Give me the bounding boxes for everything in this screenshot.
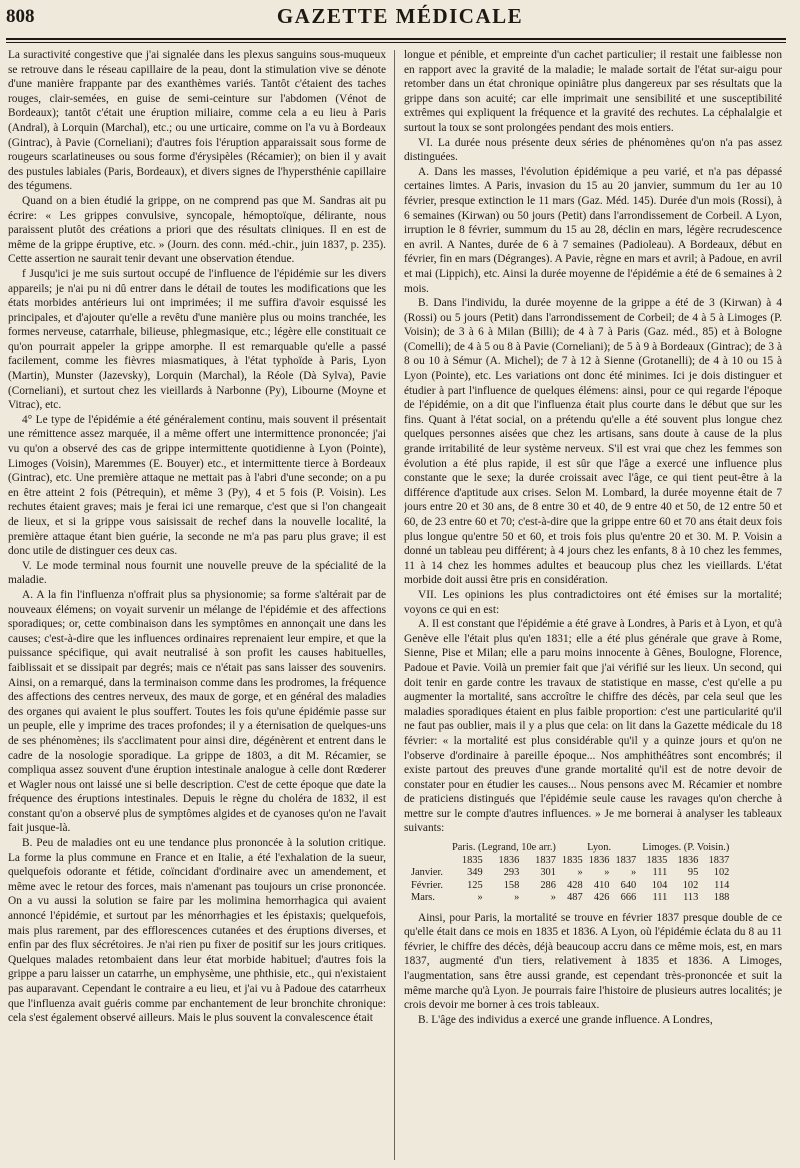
table-cell: 111	[652, 867, 668, 879]
table-cell: 188	[713, 892, 730, 904]
paragraph: B. L'âge des individus a exercé une grande influence. A Londres,	[418, 1013, 713, 1026]
table-cell: 102	[713, 867, 730, 879]
year-cell: 1836	[588, 854, 610, 866]
table-cell: »	[604, 867, 610, 879]
year-cell: 1837	[708, 854, 730, 866]
table-cell: »	[631, 867, 637, 879]
table-cell: 102	[682, 879, 699, 891]
table-cell: 487	[567, 892, 583, 904]
table-group-header	[408, 842, 732, 855]
row-label: Février.	[411, 879, 444, 891]
year-cell: 1836	[677, 854, 699, 866]
table-cell: 286	[540, 879, 556, 891]
page-number: 808	[6, 6, 35, 27]
table-cell: »	[577, 867, 583, 879]
table-cell: 113	[683, 892, 699, 904]
paragraph: B. Dans l'individu, la durée moyenne de la grippe a été de 3 (Kirwan) à 4 (Rossi) ou 5 jours (Petit) dans l'arrondissement de Corbeil; de 4 à 5 à Limoges (P. Voisin); de 3 à 6 à Milan (Billi); de 4 à 7 à Paris (Gaz. méd., 85) et à Bologne (Comelli); de 4 à 5 ou 8 à Pavie (Corneliani); de 5 à 9 à Bordeaux (Gintrac); de 3 à 8 ou 10 à Sémur (A. Michel); de 7 à 12 à Sienne (Grotanelli); de 4 à 10 ou 15 à Lyon (Pointe), etc. Les variations ont donc été minimes. Ici je dois distinguer et étudier à part l'influence de quelques élémens: ainsi, pour ce qui regarde l'époque de l'épidémie, on a dit que l'influenza était plus courte dans le début que sur les fins. Quant à l'état social, on a prétendu qu'elle a été souvent plus longue chez quelques personnes aisées que chez les artisans, sans doute à cause de la plus grande irritabilité de leur système nerveux. S'il est vrai que chez les femmes son évolution a été plus rapide, il est sûr que l'âge a exercé une influence plus constante que le sexe; la durée croissait avec l'âge, ce qui tient peut-être à la différence d'aptitude aux crises. Selon M. Lombard, la durée moyenne était de 7 jours entre 20 et 30 ans, de 8 entre 30 et 40, de 9 entre 40 et 50, de 12 entre 50 et 60, de 23 entre 60 et 70; c'est-à-dire que la grippe entre 60 et 70 ans était deux fois plus longue qu'entre 50 et 60, et trois fois plus qu'entre 20 et 30. M. P. Voisin a donné un tableau peu différent; à 4 jours chez les enfants, 8 à 10 chez les femmes, 11 à 14 chez les hommes adultes et beaucoup plus chez les vieillards. L'état morbide doit aussi être pris en considération.	[404, 297, 782, 587]
table-cell: 666	[620, 892, 637, 904]
paragraph: Quand on a bien étudié la grippe, on ne comprend pas que M. Sandras ait pu écrire: « Les grippes convulsive, syncopale, hémoptoïque, délirante, nous paraissent plutôt des créations a priori que des résultats cliniques. Il en est de même de la grippe éruptive, etc. » (Journ. des conn. méd.-chir., juin 1837, p. 235). Cette assertion ne saurait tenir devant une observation étendue.	[8, 194, 386, 266]
group-limoges: Limoges. (P. Voisin.)	[642, 842, 730, 854]
year-cell: 1835	[461, 854, 483, 866]
table-cell: 428	[567, 879, 583, 891]
table-row	[408, 892, 732, 905]
paragraph: A. Il est constant que l'épidémie a été grave à Londres, à Paris et à Lyon, et qu'à Genève elle l'était plus qu'en 1831; elle a été plus générale que grave à Rome, Sienne, Pise et Milan; elle a paru moins innocente à Gênes, Boulogne, Florence, Padoue et Pavie. Voilà un premier fait que j'ai vérifié sur les lieux. Un second, qui doit tenir en garde contre les travaux de statistique en masse, c'est qu'elle a pu augmenter la mortalité, sans accroître le chiffre des décès, par cela seul que les maladies sporadiques étaient en plus faible proportion: c'est une particularité qu'il ne faut pas oublier, mais il y a plus que cela: on lit dans la Gazette médicale du 18 février: « la mortalité est plus considérable qu'il y a quinze jours et qu'on ne l'observe d'ordinaire à pareille époque... Nos amphithéâtres sont encombrés; il existe partout des preuves d'une grande mortalité qu'il est de notre devoir de constater pour en étudier les causes... Nous pensons avec M. Récamier et nombre de praticiens distingués que l'épidémie seule cause les ravages qu'on cherche à mettre sur le compte d'autres influences. » Je me bornerai à analyser les tableaux suivants:	[404, 618, 782, 835]
paragraph: A. Dans les masses, l'évolution épidémique a peu varié, et n'a pas dépassé certaines limtes. A Paris, invasion du 15 au 20 janvier, summum du 1er au 10 février, presque extinction le 11 mars (Gaz. Méd. 145). Durée d'un mois (Rossi), à 6 semaines (Kirwan) ou 50 jours (Petit) dans l'arrondissement de Corbeil. A Lyon, irruption le 8 février, summum du 15 au 28, déclin en mars, légère recrudescence en avril. A Nantes, durée de 6 à 7 semaines (Padioleau). A Bordeaux, début en février, fin en mars (Dégranges). A Pavie, règne en mars et avril; à Padoue, en avril et mai (Lippich), etc. Ainsi la durée moyenne de l'épidémie a été de 6 semaines à 2 mois.	[404, 165, 782, 295]
table-cell: 410	[593, 879, 610, 891]
journal-title: GAZETTE MÉDICALE	[276, 4, 524, 28]
table-cell: 104	[651, 879, 668, 891]
table-cell: 301	[540, 867, 556, 879]
row-label: Janvier.	[411, 867, 444, 879]
year-cell: 1835	[561, 854, 583, 866]
table-cell: 640	[620, 879, 637, 891]
table-cell: 111	[652, 892, 668, 904]
table-row	[408, 880, 732, 893]
table-cell: 114	[714, 879, 730, 891]
column-divider	[394, 50, 395, 1160]
year-cell: 1837	[615, 854, 637, 866]
header-rule-thin	[6, 42, 786, 43]
paragraph: VI. La durée nous présente deux séries de phénomènes qu'on n'a pas assez distinguées.	[404, 136, 782, 164]
table-cell: »	[514, 892, 520, 904]
mortality-table	[408, 842, 732, 905]
year-cell: 1837	[535, 854, 556, 866]
group-lyon: Lyon.	[587, 842, 612, 854]
table-cell: »	[477, 892, 483, 904]
paragraph: VII. Les opinions les plus contradictoires ont été émises sur la mortalité; voyons ce qui en est:	[404, 588, 782, 616]
year-cell: 1836	[498, 854, 520, 866]
table-cell: 125	[467, 879, 483, 891]
table-cell: 158	[503, 879, 520, 891]
left-column	[8, 48, 386, 1160]
paragraph: V. Le mode terminal nous fournit une nouvelle preuve de la spécialité de la maladie.	[8, 559, 386, 587]
right-column	[404, 48, 782, 1160]
page-header	[6, 2, 794, 36]
header-rule	[6, 38, 786, 40]
paragraph: Ainsi, pour Paris, la mortalité se trouve en février 1837 presque double de ce qu'elle était dans ce mois en 1835 et 1836. A Lyon, où l'épidémie éclata du 8 au 11 février, le chiffre des décès, déjà beaucoup accru dans ce même mois, est, en mars 1837, augmenté d'un tiers, relativement à 1835 et 1836. A Limoges, l'augmentation, sans être aussi grande, est cependant très-prononcée et suit la même marche qu'à Lyon. Je pourrais faire l'histoire de plusieurs autres localités; je crois devoir me borner à ces trois tableaux.	[404, 911, 782, 1012]
table-cell: 349	[467, 867, 483, 879]
paragraph: longue et pénible, et empreinte d'un cachet particulier; il restait une faiblesse non en rapport avec la gravité de la maladie; le malade sortait de l'état sur-aigu pour retomber dans un état chronique opiniâtre plus dangereux par ses résultats que la grippe dans son acuité; car elle imprimait une sensibilité et une susceptibilité extrêmes qui expliquent la fréquence et la gravité des rechutes. La céphalalgie et surtout la toux se sont prolongées pendant des mois entiers.	[404, 49, 782, 134]
paragraph: 4° Le type de l'épidémie a été généralement continu, mais souvent il présentait une rémittence assez marquée, il a même offert une intermittence prononcée; j'ai vu qu'on a observé des cas de grippe intermittente quotidienne à Lyon (Pointe), Limoges (Voisin), Maremmes (E. Bouyer) etc., et intermittente tierce à Bordeaux (Gintrac), etc. Une première attaque ne mettait pas à l'abri d'une seconde; on a pu en être atteint 2 fois (Pétrequin), et même 3 (Py), 4 et 5 fois (P. Voisin). Les rechutes étaient graves; mais je ferai ici une remarque, c'est que si l'on changeait de lieux, et si la grippe vous saisissait de rechef dans la nouvelle localité, la première attaque étant bien guérie, la seconde ne m'a pas paru plus grave; il est donc utile de distinguer ces deux cas.	[8, 413, 386, 558]
table-year-header	[408, 855, 732, 868]
group-paris: Paris. (Legrand, 10e arr.)	[452, 842, 556, 854]
table-cell: »	[550, 892, 556, 904]
table-cell: 95	[687, 867, 699, 879]
paragraph: f Jusqu'ici je me suis surtout occupé de l'influence de l'épidémie sur les divers appareils; je n'ai pu ni dû entrer dans le détail de toutes les modifications que les états morbides antérieurs lui ont imprimées; il me suffira d'avoir esquissé les principales, et d'ajouter qu'elle a revêtu d'une manière plus ou moins tranchée, les formes nerveuse, catarrhale, bilieuse, phlegmasique, etc.; légère elle constituait ce qu'on pourrait appeler la grippe amorphe. Il est remarquable qu'elle a passé facilement, comme les fièvres miasmatiques, à l'état typhoïde à Paris, Lyon (Martin), Munster (Jazevsky), Lorquin (Marchal), la Réole (Dà Sylva), Pavie (Corneliani), et surtout chez les vieillards à Narbonne (Py), Libourne (Moyne et Vitrac), etc.	[8, 267, 386, 412]
table-cell: 426	[593, 892, 610, 904]
paragraph: A. A la fin l'influenza n'offrait plus sa physionomie; sa forme s'altérait par de nouveaux élémens; on voyait survenir un mélange de l'épidémie et des affections sporadiques; or, cette combinaison dans les symptômes en annonçait une dans les causes; c'est-à-dire que les influences ordinaires reprenaient leur empire, et que la puissance spécifique, qui avait neutralisé à son profit les causes habituelles, faiblissait et se dissipait par degrés; mais ce n'était pas sans laisser des souvenirs. Ainsi, on a remarqué, dans la terminaison comme dans les prodromes, la fréquence des affections des centres nerveux, des maux de gorge, et en général des maladies des organes qui avaient le plus souffert. Toutes les fois qu'une épidémie passe sur un peuple, elle y imprime des traces profondes; il y a éternisation de quelques-uns de ses phénomènes; ils s'acclimatent pour ainsi dire, dégénèrent et entrent dans le cadre de la nosologie sporadique. La grippe de 1803, a dit M. Récamier, se compliqua assez souvent d'une éruption intestinale analogue à celle dont Rœderer et Wagler nous ont laissé une si belle description. C'est de cette époque que date la fréquence des éruptions intestinales. Depuis le règne du choléra de 1832, il est constant qu'on a observé plus de symptômes algides et de cyanoses qu'on ne l'avait fait jusque-là.	[8, 588, 386, 835]
table-row	[408, 867, 732, 880]
year-cell: 1835	[646, 854, 668, 866]
paragraph: La suractivité congestive que j'ai signalée dans les plexus sanguins sous-muqueux se retrouve dans le réseau capillaire de la peau, dont la stimulation vive se dénote d'une manière frappante par des exanthèmes variés. Tantôt c'étaient des taches rouges, clair-semées, en guise de semi-ceinture sur l'abdomen (Vénot de Bordeaux); tantôt c'était une éruption miliaire, comme cela a eu lieu à Paris (Andral), à Lorquin (Marchal), etc.; ou une urticaire, comme on l'a vu à Bordeaux (Gintrac), à Pavie (Corneliani); d'autres fois l'éruption apparaissait sous forme de rougeurs scarlatineuses ou sous forme d'érysipèles (Récamier); on bien il y avait des pustules labiales (Paris, Bordeaux), et divers signes de l'hypersthénie capillaire des tégumens.	[8, 49, 386, 193]
table-cell: 293	[503, 867, 520, 879]
paragraph: B. Peu de maladies ont eu une tendance plus prononcée à la solution critique. La forme la plus commune en France et en Italie, a été l'exhalation de la sueur, quelquefois odorante et fétide, coïncidant d'ordinaire avec un amendement, et même avec le retour des forces, mais n'amenant pas toujours un crise prononcée. On a vu aussi la solution se faire par les molimina hemorrhagica qui avaient annoncé l'épidémie, et surtout par les ménorrhagies et les épistaxis; quelquefois, mais plus rarement, par des efflorescences cutanées et des éruptions diverses, et enfin par des flux sécrétoires. Je n'ai rien pu fixer de positif sur les jours critiques. Quelques malades retombaient dans leur état morbide habituel; d'autres fois la grippe a paru laisser un catarrhe, un emphysème, une phthisie, etc., qui n'existaient pas auparavant. Cependant le contraire a eu lieu, et j'ai vu à Padoue des catarrheux que l'influenza avait guéris comme par enchantement de leur bronchite chronique: cela s'est également observé ailleurs. Mais le plus souvent la convalescence était	[8, 837, 386, 1025]
row-label: Mars.	[411, 892, 435, 904]
